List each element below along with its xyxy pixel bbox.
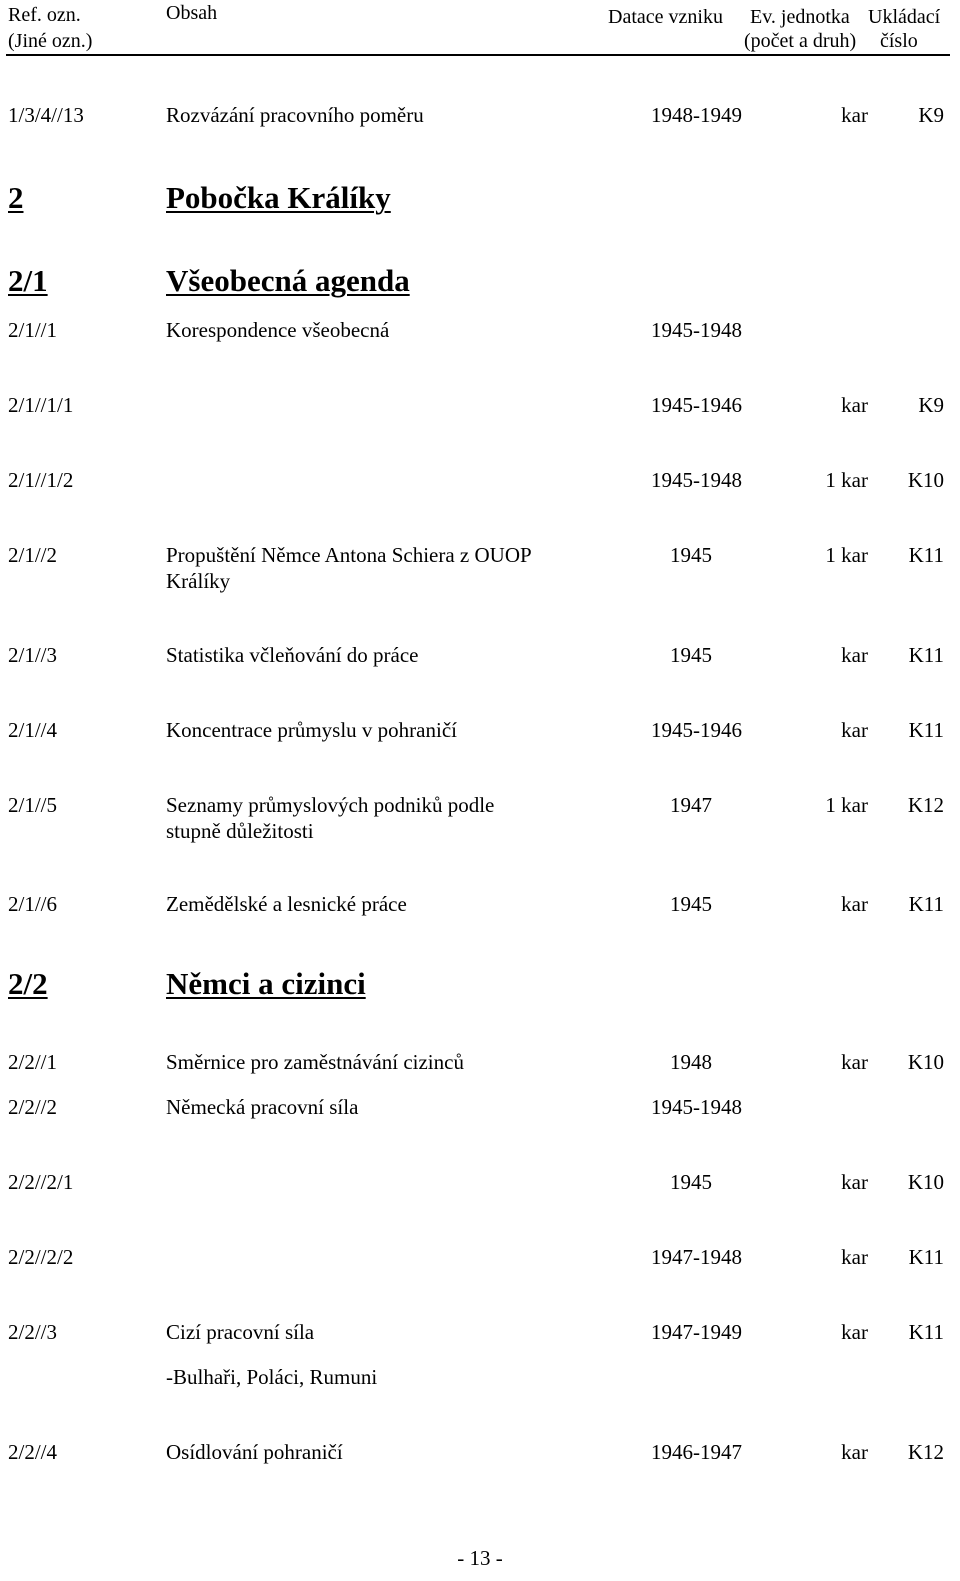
entry-content: Německá pracovní síla xyxy=(166,1095,359,1119)
entry-storage: K11 xyxy=(908,543,944,567)
entry-storage: K11 xyxy=(908,892,944,916)
section-ref: 2/2 xyxy=(8,966,48,1001)
entry-date: 1947-1948 xyxy=(651,1245,742,1269)
header-storage-sub-label: číslo xyxy=(880,30,918,52)
entry-content-line2: stupně důležitosti xyxy=(166,819,314,843)
entry-storage: K12 xyxy=(907,793,944,817)
entry-unit: kar xyxy=(841,1050,868,1074)
entry-ref: 2/1//3 xyxy=(8,643,58,667)
entry-ref: 2/1//1/1 xyxy=(8,393,74,417)
entry-date: 1948-1949 xyxy=(651,103,742,127)
entry-content: Korespondence všeobecná xyxy=(166,318,390,342)
entry-storage: K9 xyxy=(918,393,944,417)
page-number: - 13 - xyxy=(457,1546,503,1570)
entry-storage: K9 xyxy=(918,103,944,127)
entry-unit: kar xyxy=(841,718,868,742)
entry-unit: kar xyxy=(841,393,868,417)
entry-date: 1945-1946 xyxy=(651,393,742,417)
entry-unit: 1 kar xyxy=(825,468,868,492)
entry-ref: 2/2//1 xyxy=(8,1050,58,1074)
entry-date: 1945 xyxy=(670,1170,712,1194)
entry-ref: 2/1//2 xyxy=(8,543,58,567)
entry-unit: 1 kar xyxy=(825,543,868,567)
entry-storage: K11 xyxy=(908,1245,944,1269)
entry-storage: K10 xyxy=(907,468,944,492)
entry-date: 1945-1946 xyxy=(651,718,742,742)
entry-ref: 2/1//1/2 xyxy=(8,468,74,492)
entry-content: Statistika včleňování do práce xyxy=(166,643,419,667)
entry-ref: 1/3/4//13 xyxy=(8,103,84,127)
entry-date: 1945-1948 xyxy=(651,468,742,492)
entry-ref: 2/1//5 xyxy=(8,793,58,817)
entry-content: Zemědělské a lesnické práce xyxy=(166,892,407,916)
entry-date: 1945-1948 xyxy=(651,1095,742,1119)
entry-storage: K12 xyxy=(907,1440,944,1464)
entry-storage: K11 xyxy=(908,718,944,742)
entry-ref: 2/1//4 xyxy=(8,718,58,742)
header-unit-sub-label: (počet a druh) xyxy=(744,30,857,52)
entry-date: 1947-1949 xyxy=(651,1320,742,1344)
entry-content: Rozvázání pracovního poměru xyxy=(166,103,424,127)
entry-content-line2: Králíky xyxy=(166,569,231,593)
entry-date: 1945 xyxy=(670,543,712,567)
header-storage-label: Ukládací xyxy=(868,6,941,28)
entry-date: 1945 xyxy=(670,643,712,667)
entry-content: Směrnice pro zaměstnávání cizinců xyxy=(166,1050,464,1074)
entry-unit: kar xyxy=(841,892,868,916)
entry-ref: 2/2//3 xyxy=(8,1320,58,1344)
section-ref: 2/1 xyxy=(8,263,48,298)
entry-unit: kar xyxy=(841,1440,868,1464)
entry-ref: 2/2//2 xyxy=(8,1095,58,1119)
entry-content: Propuštění Němce Antona Schiera z OUOP xyxy=(166,543,532,567)
header-date-label: Datace vzniku xyxy=(608,6,723,28)
entry-date: 1947 xyxy=(670,793,712,817)
entry-date: 1948 xyxy=(670,1050,712,1074)
header-ref-label: Ref. ozn. xyxy=(8,4,81,26)
entry-storage: K11 xyxy=(908,643,944,667)
entry-unit: kar xyxy=(841,643,868,667)
entry-ref: 2/2//2/1 xyxy=(8,1170,74,1194)
entry-unit: kar xyxy=(841,1320,868,1344)
header-ref-sub-label: (Jiné ozn.) xyxy=(8,30,93,52)
entry-unit: 1 kar xyxy=(825,793,868,817)
entry-ref: 2/1//1 xyxy=(8,318,58,342)
header-content-label: Obsah xyxy=(166,2,218,24)
entry-content-line2: -Bulhaři, Poláci, Rumuni xyxy=(166,1365,378,1389)
entry-storage: K11 xyxy=(908,1320,944,1344)
section-ref: 2 xyxy=(8,180,24,215)
entry-ref: 2/2//4 xyxy=(8,1440,58,1464)
entry-unit: kar xyxy=(841,1170,868,1194)
section-title: Němci a cizinci xyxy=(166,966,366,1001)
entry-storage: K10 xyxy=(907,1050,944,1074)
section-title: Všeobecná agenda xyxy=(166,263,410,298)
entry-date: 1946-1947 xyxy=(651,1440,742,1464)
entry-date: 1945 xyxy=(670,892,712,916)
section-title: Pobočka Králíky xyxy=(166,180,391,215)
entry-unit: kar xyxy=(841,1245,868,1269)
header-rule xyxy=(6,54,950,56)
entry-content: Seznamy průmyslových podniků podle xyxy=(166,793,495,817)
entry-content: Osídlování pohraničí xyxy=(166,1440,343,1464)
entry-content: Koncentrace průmyslu v pohraničí xyxy=(166,718,457,742)
entry-unit: kar xyxy=(841,103,868,127)
entry-date: 1945-1948 xyxy=(651,318,742,342)
header-unit-label: Ev. jednotka xyxy=(750,6,850,28)
entry-content: Cizí pracovní síla xyxy=(166,1320,315,1344)
entry-ref: 2/1//6 xyxy=(8,892,58,916)
entry-storage: K10 xyxy=(907,1170,944,1194)
entry-ref: 2/2//2/2 xyxy=(8,1245,74,1269)
